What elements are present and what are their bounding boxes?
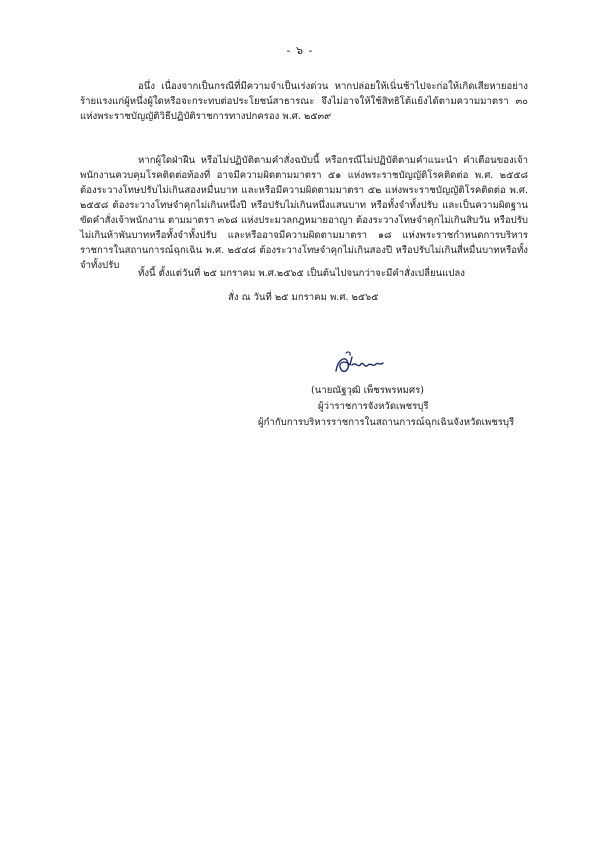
signer-title: ผู้ว่าราชการจังหวัดเพชรบุรี bbox=[318, 401, 429, 412]
urgency-paragraph: อนึ่ง เนื่องจากเป็นกรณีที่มีความจำเป็นเร่งด่วน หากปล่อยให้เนิ่นช้าไปจะก่อให้เกิดเสียหายอย่างร้ายแรงแก่ผู้หนึ่งผู้ใดหรือจะกระทบต่อประโยชน์สาธารณะ จึงไม่อาจให้ใช้สิทธิโต้แย้งได้ตามความมาตรา ๓๐ แห่งพระราชบัญญัติวิธีปฏิบัติราชการทางปกครอง พ.ศ. ๒๕๓๙ bbox=[80, 81, 528, 122]
effective-date-statement: ทั้งนี้ ตั้งแต่วันที่ ๒๕ มกราคม พ.ศ.๒๕๖๕ เป็นต้นไปจนกว่าจะมีคำสั่งเปลี่ยนแปลง bbox=[138, 268, 465, 279]
page-number: - ๖ - bbox=[286, 44, 314, 57]
signer-name: (นายณัฐวุฒิ เพ็ชรพรหมศร) bbox=[311, 385, 424, 396]
order-date: สั่ง ณ วันที่ ๒๕ มกราคม พ.ศ. ๒๕๖๕ bbox=[228, 292, 379, 303]
handwritten-signature bbox=[328, 345, 388, 381]
signer-role: ผู้กำกับการบริหารราชการในสถานการณ์ฉุกเฉินจังหวัดเพชรบุรี bbox=[258, 417, 515, 428]
penalty-paragraph: หากผู้ใดฝ่าฝืน หรือไม่ปฏิบัติตามคำสั่งฉบับนี้ หรือกรณีไม่ปฏิบัติตามคำแนะนำ คำเตือนของเจ้าพนักงานควบคุมโรคติดต่อท้องที่ อาจมีความผิดตามมาตรา ๕๑ แห่งพระราชบัญญัติโรคติดต่อ พ.ศ. ๒๕๕๘ ต้องระวางโทษปรับไม่เกินสองหมื่นบาท และหรือมีความผิดตามมาตรา ๕๒ แห่งพระราชบัญญัติโรคติดต่อ พ.ศ. ๒๕๕๘ ต้องระวางโทษจำคุกไม่เกินหนึ่งปี หรือปรับไม่เกินหนึ่งแสนบาท หรือทั้งจำทั้งปรับ และเป็นความผิดฐานขัดคำสั่งเจ้าพนักงาน ตามมาตรา ๓๖๘ แห่งประมวลกฎหมายอาญา ต้องระวางโทษจำคุกไม่เกินสิบวัน หรือปรับไม่เกินห้าพันบาทหรือทั้งจำทั้งปรับ และหรืออาจมีความผิดตามมาตรา ๑๘ แห่งพระราชกำหนดการบริหารราชการในสถานการณ์ฉุกเฉิน พ.ศ. ๒๕๔๘ ต้องระวางโทษจำคุกไม่เกินสองปี หรือปรับไม่เกินสี่หมื่นบาทหรือทั้งจำทั้งปรับ bbox=[80, 155, 528, 271]
